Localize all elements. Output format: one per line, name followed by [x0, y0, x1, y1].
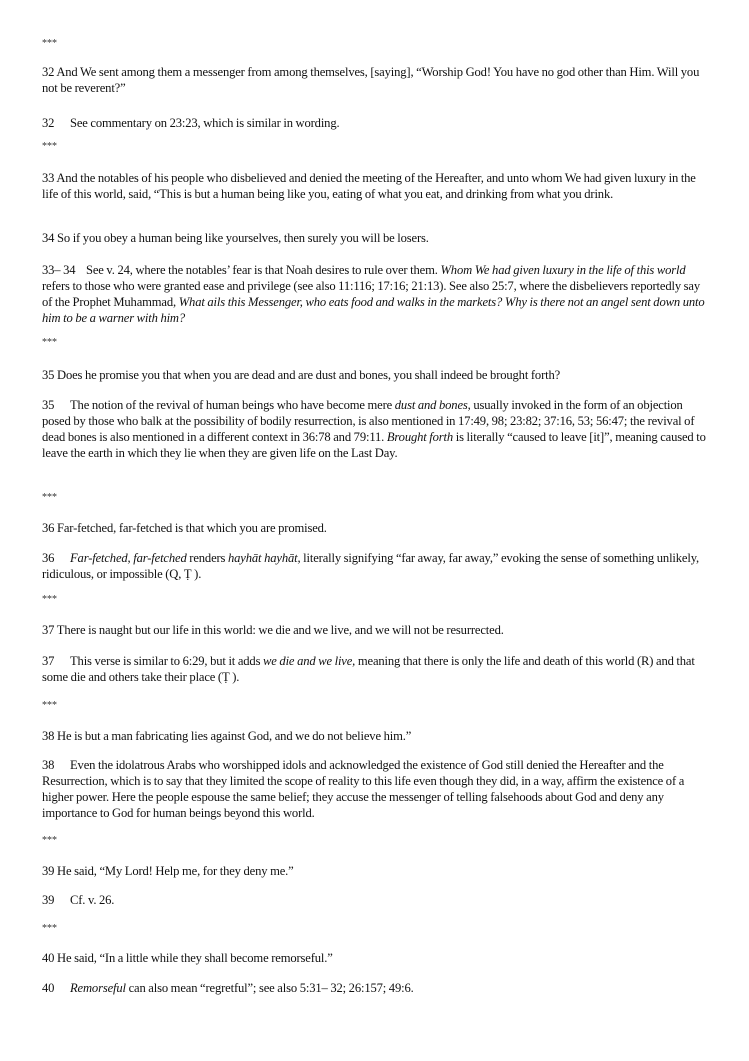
verse-text: Far-fetched, far-fetched is that which you are promised.	[57, 521, 327, 535]
section-separator: ***	[42, 835, 57, 846]
commentary-text: usually invoked in the form of an objection posed by those who balk at the possibility of bodily resurrection, is also mentioned in 17:49, 98; 23:82; 37:16, 53; 56:47; the revival of dead bones is also mentioned in a different context in 36:78 and 79:11.	[42, 398, 695, 444]
verse-37	[42, 622, 710, 638]
commentary-38	[42, 757, 710, 821]
commentary-text: This verse is similar to 6:29, but it adds	[70, 654, 264, 668]
verse-33	[42, 170, 710, 202]
verse-number: 35	[42, 368, 55, 382]
commentary-text: refers to those who were granted ease and privilege (see also 11:116; 17:16; 21:13). See also 25:7, where the disbelievers reportedly say of the Prophet Muhammad,	[42, 279, 701, 309]
commentary-32	[42, 115, 710, 131]
verse-number: 39	[42, 864, 55, 878]
commentary-text: is literally “caused to leave [it]”, meaning caused to leave the earth in which they lie when they are given life on the Last Day.	[42, 430, 706, 460]
section-separator: ***	[42, 337, 57, 348]
verse-40	[42, 950, 710, 966]
commentary-33-34	[42, 262, 710, 326]
commentary-quote: Whom We had given luxury in the life of this world	[440, 263, 686, 277]
verse-number: 38	[42, 729, 55, 743]
verse-35	[42, 367, 710, 383]
commentary-number: 35	[42, 398, 55, 412]
commentary-text: literally signifying “far away, far away,” evoking the sense of something unlikely, ridiculous, or impossible (Q, Ṭ ).	[42, 551, 700, 581]
section-separator: ***	[42, 700, 57, 711]
verse-number: 37	[42, 623, 55, 637]
commentary-quote: dust and bones,	[394, 398, 471, 412]
commentary-number: 37	[42, 654, 55, 668]
commentary-text: Cf. v. 26.	[70, 893, 115, 907]
verse-text: And We sent among them a messenger from among themselves, [saying], “Worship God! You have no god other than Him. Will you not be reverent?”	[42, 65, 700, 95]
commentary-39	[42, 892, 710, 908]
commentary-quote: we die and we live,	[263, 654, 356, 668]
commentary-35	[42, 397, 710, 461]
section-separator: ***	[42, 923, 57, 934]
commentary-quote: Remorseful	[70, 981, 126, 995]
section-separator: ***	[42, 38, 57, 49]
commentary-number: 32	[42, 116, 55, 130]
verse-text: He said, “In a little while they shall become remorseful.”	[57, 951, 333, 965]
verse-38	[42, 728, 710, 744]
commentary-text: The notion of the revival of human beings who have become mere	[70, 398, 395, 412]
commentary-quote: Brought forth	[386, 430, 454, 444]
verse-text: Does he promise you that when you are dead and are dust and bones, you shall indeed be brought forth?	[57, 368, 561, 382]
section-separator: ***	[42, 594, 57, 605]
commentary-text: meaning that there is only the life and death of this world (R) and that some die and others take their place (Ṭ ).	[42, 654, 695, 684]
commentary-number: 40	[42, 981, 55, 995]
section-separator: ***	[42, 141, 57, 152]
commentary-number: 38	[42, 758, 55, 772]
commentary-36	[42, 550, 710, 582]
commentary-37	[42, 653, 710, 685]
verse-number: 40	[42, 951, 55, 965]
commentary-text: renders	[186, 551, 229, 565]
verse-text: He said, “My Lord! Help me, for they deny me.”	[57, 864, 294, 878]
verse-36	[42, 520, 710, 536]
commentary-quote: What ails this Messenger, who eats food and walks in the markets? Why is there not an angel sent down unto him to be a warner with him?	[42, 295, 705, 325]
verse-39	[42, 863, 710, 879]
verse-text: So if you obey a human being like yourselves, then surely you will be losers.	[57, 231, 429, 245]
verse-number: 34	[42, 231, 55, 245]
commentary-40	[42, 980, 710, 996]
verse-number: 33	[42, 171, 55, 185]
commentary-text: Even the idolatrous Arabs who worshipped idols and acknowledged the existence of God still denied the Hereafter and the Resurrection, which is to say that they limited the scope of reality to this life even though they did, in a way, affirm the existence of a higher power. Here the people espouse the same belief; they accuse the messenger of telling falsehoods about God and deny any importance to God for human beings beyond this world.	[42, 758, 685, 820]
verse-text: And the notables of his people who disbelieved and denied the meeting of the Hereafter, and unto whom We had given luxury in the life of this world, said, “This is but a human being like you, eating of what you eat, and drinking from what you drink.	[42, 171, 696, 201]
commentary-quote: Far-fetched, far-fetched	[70, 551, 187, 565]
verse-text: There is naught but our life in this world: we die and we live, and we will not be resurrected.	[56, 623, 504, 637]
commentary-text: See commentary on 23:23, which is similar in wording.	[70, 116, 340, 130]
verse-number: 32	[42, 65, 55, 79]
verse-32	[42, 64, 710, 96]
commentary-number: 36	[42, 551, 55, 565]
commentary-text: can also mean “regretful”; see also 5:31– 32; 26:157; 49:6.	[125, 981, 414, 995]
verse-34	[42, 230, 710, 246]
commentary-text: See v. 24, where the notables’ fear is that Noah desires to rule over them.	[86, 263, 441, 277]
section-separator: ***	[42, 492, 57, 503]
commentary-transliteration: hayhāt hayhāt,	[228, 551, 301, 565]
verse-number: 36	[42, 521, 55, 535]
commentary-number: 33– 34	[42, 263, 76, 277]
verse-text: He is but a man fabricating lies against God, and we do not believe him.”	[57, 729, 412, 743]
commentary-number: 39	[42, 893, 55, 907]
